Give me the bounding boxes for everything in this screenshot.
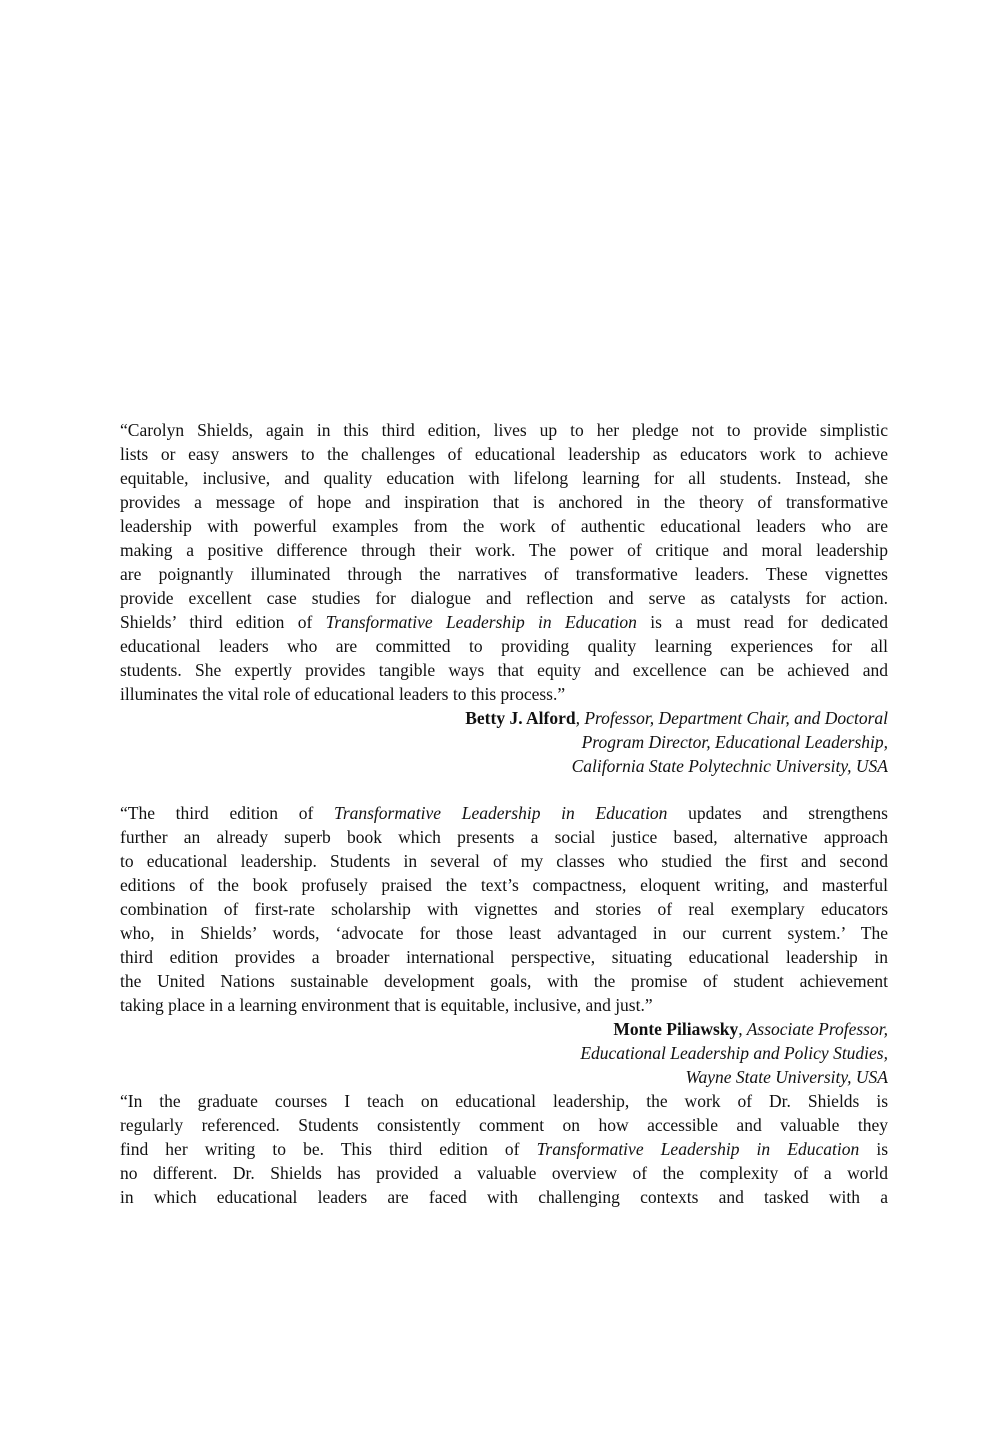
text-segment: regularly referenced. Students consistently comment on how accessible and valuable they bbox=[120, 1115, 888, 1135]
text-segment: combination of first-rate scholarship with vignettes and stories of real exemplary educators bbox=[120, 899, 888, 919]
text-segment: provide excellent case studies for dialogue and reflection and serve as catalysts for action. bbox=[120, 588, 888, 608]
quote-line bbox=[120, 897, 888, 921]
text-segment: lists or easy answers to the challenges of educational leadership as educators work to achieve bbox=[120, 444, 888, 464]
italic-text: Wayne State University, USA bbox=[685, 1067, 888, 1087]
italic-text: Transformative Leadership in Education bbox=[325, 612, 637, 632]
quote-line bbox=[120, 801, 888, 825]
text-segment: to educational leadership. Students in several of my classes who studied the first and second bbox=[120, 851, 888, 871]
quote-line bbox=[120, 490, 888, 514]
text-segment: further an already superb book which presents a social justice based, alternative approach bbox=[120, 827, 888, 847]
text-segment: are poignantly illuminated through the narratives of transformative leaders. These vignettes bbox=[120, 564, 888, 584]
text-segment: illuminates the vital role of educational leaders to this process.” bbox=[120, 684, 566, 704]
quote-line bbox=[120, 1161, 888, 1185]
attribution-line bbox=[120, 754, 888, 778]
text-segment: is bbox=[859, 1139, 888, 1159]
text-segment: updates and strengthens bbox=[667, 803, 888, 823]
italic-text: Transformative Leadership in Education bbox=[334, 803, 668, 823]
attribution-line bbox=[120, 1017, 888, 1041]
text-segment: taking place in a learning environment that is equitable, inclusive, and just.” bbox=[120, 995, 653, 1015]
quote-line bbox=[120, 849, 888, 873]
quote-line bbox=[120, 658, 888, 682]
endorsement-piliawsky bbox=[120, 801, 888, 1089]
text-segment: in which educational leaders are faced with challenging contexts and tasked with a bbox=[120, 1187, 888, 1207]
quote-line bbox=[120, 562, 888, 586]
text-segment: “Carolyn Shields, again in this third edition, lives up to her pledge not to provide simplistic bbox=[120, 420, 888, 440]
quote-line bbox=[120, 418, 888, 442]
quote-line bbox=[120, 634, 888, 658]
quote-line bbox=[120, 825, 888, 849]
quote-line bbox=[120, 969, 888, 993]
quote-line bbox=[120, 993, 888, 1017]
text-segment: is a must read for dedicated bbox=[636, 612, 888, 632]
quote-line bbox=[120, 1137, 888, 1161]
text-segment: educational leaders who are committed to providing quality learning experiences for all bbox=[120, 636, 888, 656]
attribution-line bbox=[120, 706, 888, 730]
text-segment: no different. Dr. Shields has provided a valuable overview of the complexity of a world bbox=[120, 1163, 888, 1183]
text-segment: provides a message of hope and inspiration that is anchored in the theory of transformative bbox=[120, 492, 888, 512]
quote-line bbox=[120, 538, 888, 562]
author-name: Betty J. Alford bbox=[465, 708, 576, 728]
italic-text: California State Polytechnic University, USA bbox=[571, 756, 888, 776]
endorsement-third bbox=[120, 1089, 888, 1209]
quote-line bbox=[120, 945, 888, 969]
text-segment: equitable, inclusive, and quality education with lifelong learning for all students. Instead, she bbox=[120, 468, 888, 488]
text-segment: the United Nations sustainable development goals, with the promise of student achievement bbox=[120, 971, 888, 991]
quote-line bbox=[120, 1185, 888, 1209]
text-segment: “In the graduate courses I teach on educational leadership, the work of Dr. Shields is bbox=[120, 1091, 888, 1111]
endorsement-alford bbox=[120, 418, 888, 778]
text-segment: who, in Shields’ words, ‘advocate for those least advantaged in our current system.’ The bbox=[120, 923, 888, 943]
quote-line bbox=[120, 586, 888, 610]
text-segment: Shields’ third edition of bbox=[120, 612, 326, 632]
text-segment: “The third edition of bbox=[120, 803, 335, 823]
attribution-line bbox=[120, 1041, 888, 1065]
italic-text: Program Director, Educational Leadership, bbox=[581, 732, 888, 752]
quote-line bbox=[120, 1089, 888, 1113]
text-segment: leadership with powerful examples from the work of authentic educational leaders who are bbox=[120, 516, 888, 536]
text-segment: third edition provides a broader international perspective, situating educational leadership in bbox=[120, 947, 888, 967]
attribution-line bbox=[120, 730, 888, 754]
quote-line bbox=[120, 466, 888, 490]
text-segment: students. She expertly provides tangible ways that equity and excellence can be achieved and bbox=[120, 660, 888, 680]
author-name: Monte Piliawsky bbox=[613, 1019, 739, 1039]
quote-line bbox=[120, 682, 888, 706]
quote-line bbox=[120, 1113, 888, 1137]
italic-text: Transformative Leadership in Education bbox=[536, 1139, 860, 1159]
quote-line bbox=[120, 514, 888, 538]
quote-line bbox=[120, 921, 888, 945]
italic-text: , Associate Professor, bbox=[738, 1019, 888, 1039]
quote-line bbox=[120, 442, 888, 466]
italic-text: Educational Leadership and Policy Studies, bbox=[580, 1043, 888, 1063]
text-segment: making a positive difference through their work. The power of critique and moral leadership bbox=[120, 540, 888, 560]
italic-text: , Professor, Department Chair, and Doctoral bbox=[575, 708, 888, 728]
quote-line bbox=[120, 610, 888, 634]
text-segment: editions of the book profusely praised the text’s compactness, eloquent writing, and masterful bbox=[120, 875, 888, 895]
quote-line bbox=[120, 873, 888, 897]
text-segment: find her writing to be. This third edition of bbox=[120, 1139, 537, 1159]
attribution-line bbox=[120, 1065, 888, 1089]
